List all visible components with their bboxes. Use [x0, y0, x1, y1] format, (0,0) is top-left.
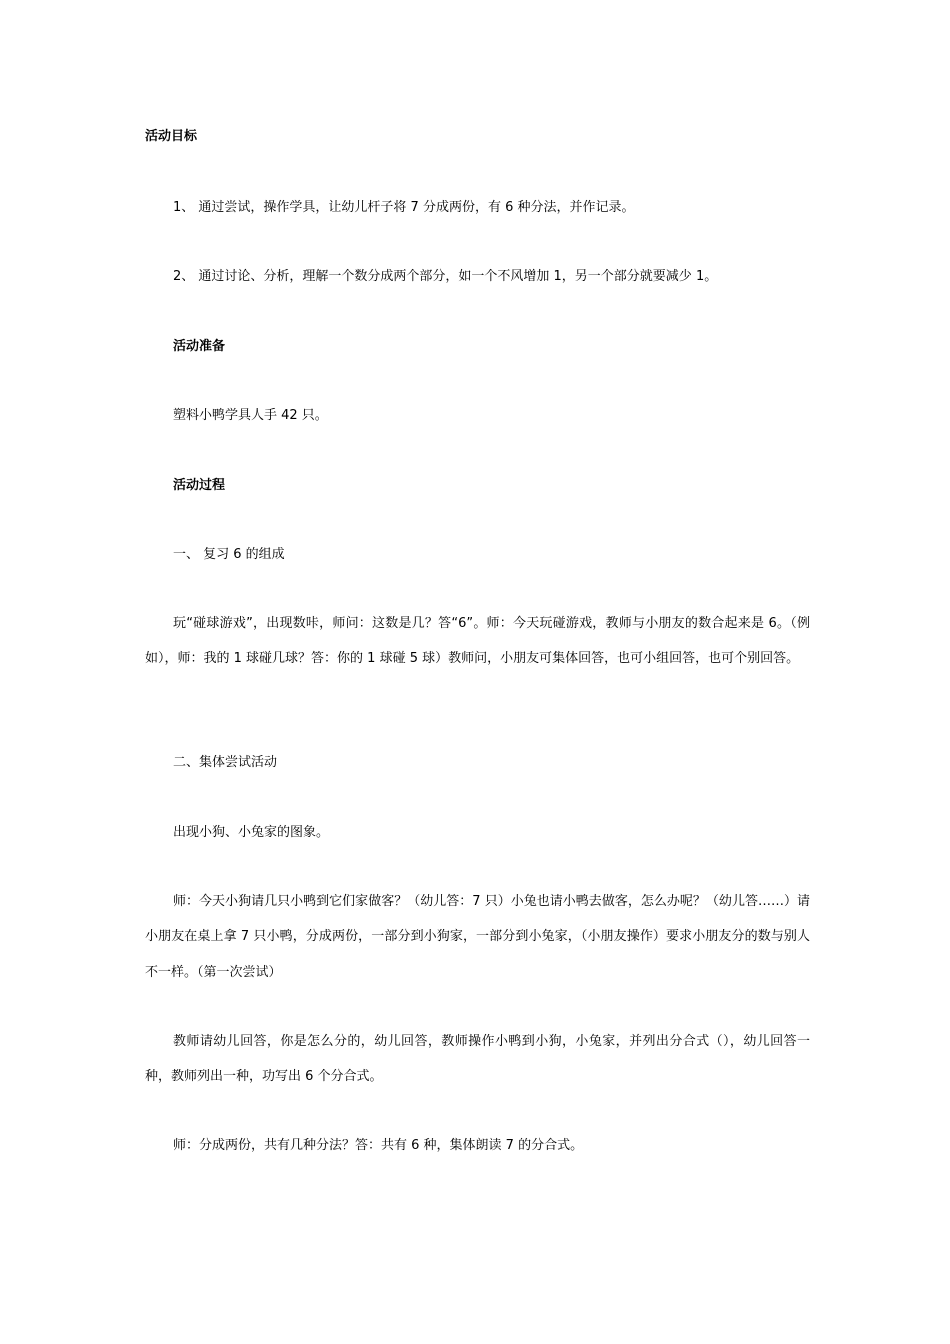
section-heading-preparation: 活动准备	[173, 339, 226, 354]
step-2-title: 二、集体尝试活动	[173, 755, 278, 770]
step-2-paragraph-3: 师：分成两份，共有几种分法？答：共有 6 种，集体朗读 7 的分合式。	[173, 1138, 584, 1153]
step-2-intro: 出现小狗、小兔家的图象。	[173, 825, 330, 840]
preparation-text: 塑料小鸭学具人手 42 只。	[173, 408, 328, 423]
step-1-title: 一、 复习 6 的组成	[173, 547, 285, 562]
step-2-paragraph-2: 教师请幼儿回答，你是怎么分的，幼儿回答，教师操作小鸭到小狗，小兔家，并列出分合式（），幼儿回答一种，教师列出一种，功写出 6 个分合式。	[145, 1034, 810, 1085]
step-1-paragraph: 玩“碰球游戏”，出现数咔，师问：这数是几？答“6”。师：今天玩碰游戏，教师与小朋友的数合起来是 6。（例如），师：我的 1 球碰几球？答：你的 1 球碰 5 球）教师问，小朋友可集体回答，也可小组回答，也可个别回答。	[145, 616, 810, 667]
goal-item-2: 2、 通过讨论、分析，理解一个数分成两个部分，如一个不风增加 1，另一个部分就要减少 1。	[173, 269, 718, 284]
section-heading-goals: 活动目标	[145, 129, 198, 144]
section-heading-process: 活动过程	[173, 478, 226, 493]
step-2-paragraph-1: 师：今天小狗请几只小鸭到它们家做客？（幼儿答：7 只）小兔也请小鸭去做客，怎么办呢？（幼儿答……）请小朋友在桌上拿 7 只小鸭，分成两份，一部分到小狗家，一部分到小兔家，（小朋友操作）要求小朋友分的数与别人不一样。（第一次尝试）	[145, 894, 810, 980]
goal-item-1: 1、 通过尝试，操作学具，让幼儿杆子将 7 分成两份，有 6 种分法，并作记录。	[173, 200, 635, 215]
